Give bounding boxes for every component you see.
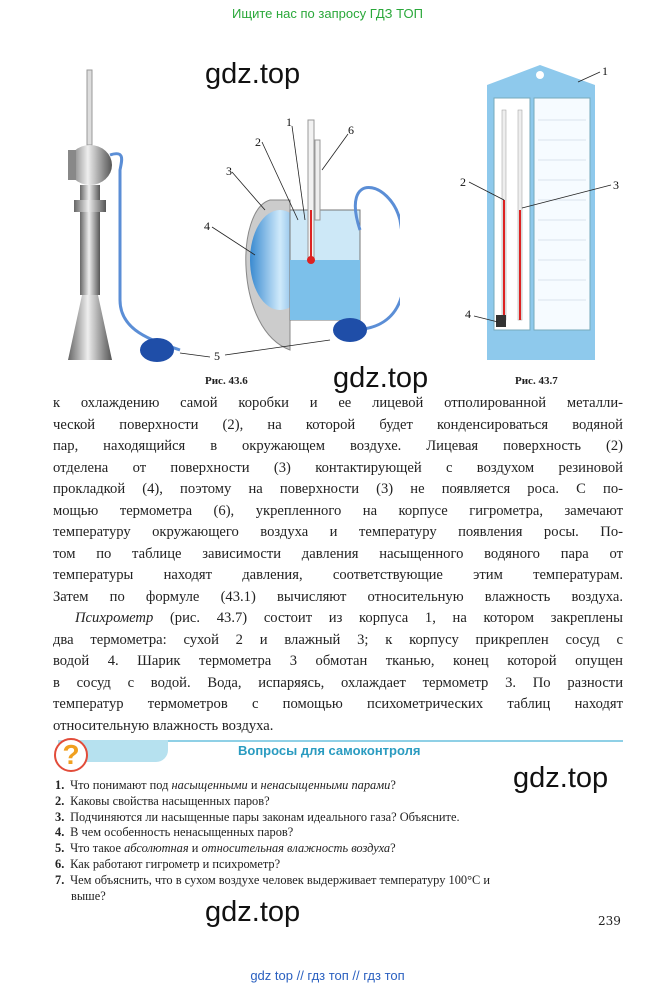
text-line: к охлаждению самой коробки и ее лицевой отполированной металли- [53,395,623,411]
hygrometer-illustration [40,60,400,370]
text-line: относительную влажность воздуха. [53,717,274,734]
svg-text:1: 1 [602,64,608,78]
svg-text:4: 4 [204,219,210,233]
svg-text:6: 6 [348,123,354,137]
text-line: ческой поверхности (2), на которой будет конденсироваться водяной [53,416,623,433]
svg-text:4: 4 [465,307,471,321]
question-item: 4. В чем особенность ненасыщенных паров? [55,825,294,840]
svg-text:1: 1 [286,115,292,129]
footer-links[interactable]: gdz top // гдз топ // гдз топ [250,968,405,983]
text-line: прокладкой (4), поэтому на поверхности (3) не появляется роса. С по- [53,481,623,497]
svg-text:5: 5 [214,349,220,363]
figure-43-7-caption: Рис. 43.7 [515,375,558,387]
questions-header [48,738,623,768]
text-span: (рис. 43.7) состоит из корпуса 1, на котором закреплены [153,610,623,626]
figure-43-6-caption: Рис. 43.6 [205,375,248,387]
question-item: 3. Подчиняются ли насыщенные пары законам идеального газа? Объясните. [55,809,460,824]
watermark: gdz.top [333,362,429,394]
term-psychrometer: Психрометр [75,610,154,626]
question-item: 5. Что такое абсолютная и относительная влажность воздуха? [55,841,396,856]
questions-list [55,778,623,904]
body-text [53,393,623,737]
text-line: пар, находящийся в окружающем воздухе. Лицевая поверхность (2) [53,438,623,454]
question-item: 7. Чем объяснить, что в сухом воздухе человек выдерживает температуру 100°С и выше? [55,872,491,903]
text-line: водой 4. Шарик термометра 3 обмотан тканью, конец которой опущен [53,653,623,669]
question-item: 2. Каковы свойства насыщенных паров? [55,793,270,808]
questions-title: Вопросы для самоконтроля [238,743,421,758]
question-item: 1. Что понимают под насыщенными и ненасыщенными парами? [55,778,396,792]
svg-text:2: 2 [255,135,261,149]
watermark: gdz.top [205,58,301,90]
svg-text:3: 3 [613,178,619,192]
question-item: 6. Как работают гигрометр и психрометр? [55,856,281,871]
text-line: температур термометров с помощью психометрических таблиц находят [53,696,623,712]
svg-text:3: 3 [226,164,232,178]
text-line: Затем по формуле (43.1) вычисляют относительную влажность воздуха. [53,588,623,605]
text-line: отделена от поверхности (3) контактирующей с воздухом резиновой [53,459,623,476]
text-line [53,608,623,630]
text-line: температуру окружающего воздуха и температуру появления росы. По- [53,524,623,540]
question-mark-icon: ? [54,738,88,772]
watermark: gdz.top [205,896,301,928]
text-line: температуры находят давления, соответствующие этим температурам. [53,567,623,583]
svg-text:2: 2 [460,175,466,189]
header-text[interactable]: Ищите нас по запросу ГДЗ ТОП [232,6,423,21]
text-line: два термометра: сухой 2 и влажный 3; к корпусу прикреплен сосуд с [53,631,623,648]
text-line: том по таблице зависимости давления насыщенного водяного пара от [53,545,623,562]
text-line: мощью термометра (6), укрепленного на корпусе гигрометра, замечают [53,502,623,519]
watermark: gdz.top [513,762,609,794]
psychrometer-illustration [460,60,620,365]
page-number: 239 [598,914,621,928]
text-line: в сосуд с водой. Вода, испаряясь, охлаждает термометр 3. По разности [53,674,623,691]
